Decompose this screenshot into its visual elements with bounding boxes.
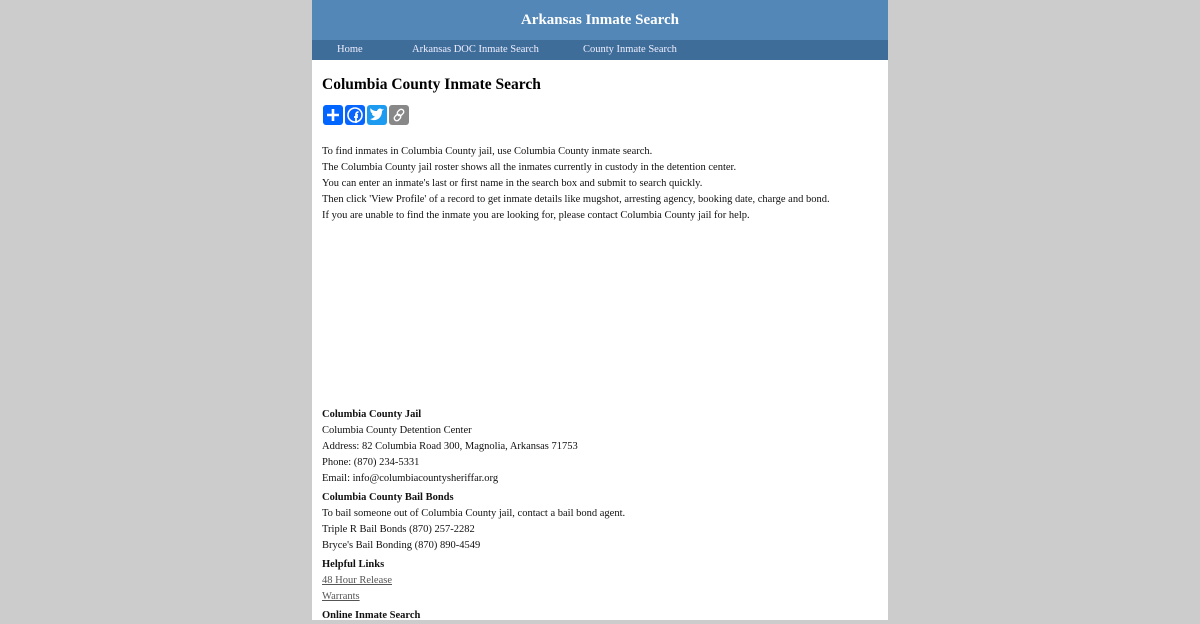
bail-text: To bail someone out of Columbia County jail, contact a bail bond agent. xyxy=(322,508,626,519)
facebook-button[interactable] xyxy=(345,105,365,125)
nav-home[interactable]: Home xyxy=(337,44,363,55)
link-icon xyxy=(392,108,406,122)
nav-county-inmate-search[interactable]: County Inmate Search xyxy=(583,44,677,55)
nav-bar xyxy=(312,40,888,60)
link-warrants[interactable]: Warrants xyxy=(322,591,360,602)
bail-agent: Triple R Bail Bonds (870) 257-2282 xyxy=(322,524,475,535)
facebook-icon xyxy=(347,107,363,123)
jail-name: Columbia County Detention Center xyxy=(322,425,472,436)
twitter-button[interactable] xyxy=(367,105,387,125)
intro-line: Then click 'View Profile' of a record to get inmate details like mugshot, arresting agency, booking date, charge and bond. xyxy=(322,194,830,205)
bail-heading: Columbia County Bail Bonds xyxy=(322,492,454,503)
twitter-icon xyxy=(369,108,385,122)
online-search-heading: Online Inmate Search xyxy=(322,610,421,621)
bail-agent: Bryce's Bail Bonding (870) 890-4549 xyxy=(322,540,481,551)
page-title: Columbia County Inmate Search xyxy=(322,76,541,93)
copy-link-button[interactable] xyxy=(389,105,409,125)
jail-heading: Columbia County Jail xyxy=(322,409,422,420)
intro-line: The Columbia County jail roster shows all the inmates currently in custody in the detention center. xyxy=(322,162,737,173)
info-section xyxy=(322,404,625,624)
jail-phone: Phone: (870) 234-5331 xyxy=(322,457,420,468)
page xyxy=(312,0,888,620)
intro-line: You can enter an inmate's last or first name in the search box and submit to search quickly. xyxy=(322,178,703,189)
jail-email: Email: info@columbiacountysheriffar.org xyxy=(322,473,499,484)
intro-line: To find inmates in Columbia County jail, use Columbia County inmate search. xyxy=(322,146,653,157)
intro-line: If you are unable to find the inmate you are looking for, please contact Columbia County jail for help. xyxy=(322,210,750,221)
links-heading: Helpful Links xyxy=(322,559,385,570)
intro-text xyxy=(322,144,830,224)
share-buttons xyxy=(323,105,409,125)
nav-arkansas-doc[interactable]: Arkansas DOC Inmate Search xyxy=(412,44,539,55)
share-button[interactable] xyxy=(323,105,343,125)
link-48-hour-release[interactable]: 48 Hour Release xyxy=(322,575,392,586)
jail-address: Address: 82 Columbia Road 300, Magnolia, Arkansas 71753 xyxy=(322,441,578,452)
plus-icon xyxy=(326,108,340,122)
site-header: Arkansas Inmate Search xyxy=(312,0,888,40)
